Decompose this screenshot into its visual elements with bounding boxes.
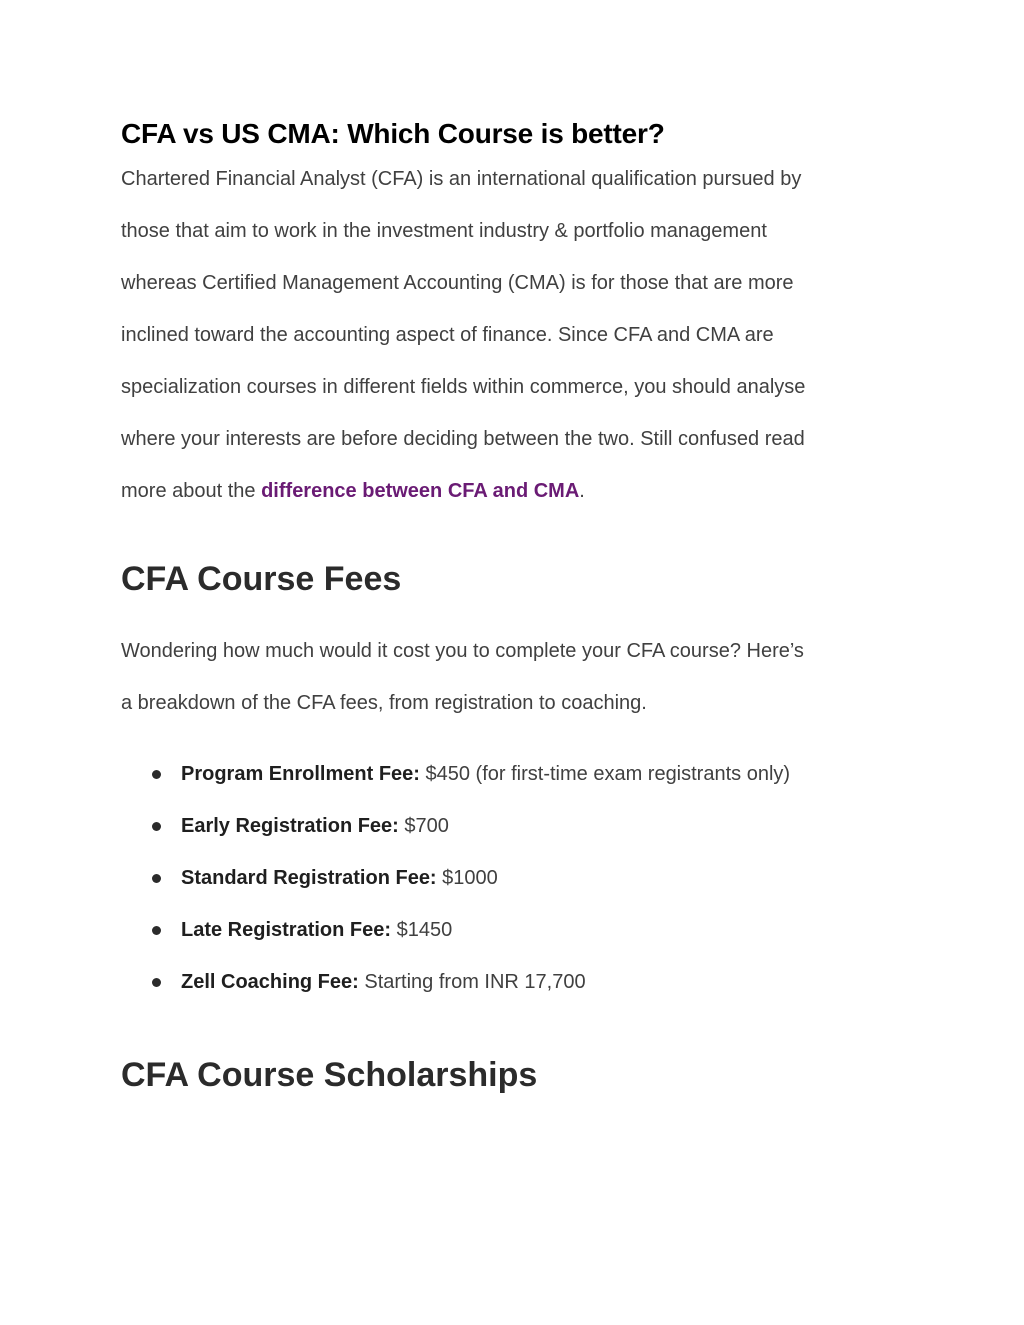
bullet-icon xyxy=(152,978,161,987)
fee-label: Early Registration Fee: xyxy=(181,815,399,837)
bullet-icon xyxy=(152,926,161,935)
paragraph-line: Wondering how much would it cost you to complete your CFA course? Here’s xyxy=(121,640,804,662)
paragraph-line-last xyxy=(121,465,911,517)
list-item xyxy=(121,748,911,800)
intro-paragraph xyxy=(121,153,911,517)
difference-cfa-cma-link[interactable]: difference between CFA and CMA xyxy=(261,480,580,502)
fee-label: Program Enrollment Fee: xyxy=(181,763,420,785)
fee-value: $700 xyxy=(398,815,449,837)
list-item xyxy=(121,800,911,852)
fee-value: $450 (for first-time exam registrants only) xyxy=(419,763,791,785)
paragraph-line: those that aim to work in the investment industry & portfolio management xyxy=(121,220,767,242)
fee-value: Starting from INR 17,700 xyxy=(358,971,586,993)
list-item xyxy=(121,904,911,956)
paragraph-line: a breakdown of the CFA fees, from registration to coaching. xyxy=(121,692,647,714)
paragraph-line: Chartered Financial Analyst (CFA) is an international qualification pursued by xyxy=(121,168,802,190)
fee-value: $1450 xyxy=(391,919,453,941)
scholarships-heading: CFA Course Scholarships xyxy=(121,1056,538,1094)
list-item xyxy=(121,956,911,1008)
bullet-icon xyxy=(152,874,161,883)
paragraph-line: whereas Certified Management Accounting (CMA) is for those that are more xyxy=(121,272,794,294)
fee-value: $1000 xyxy=(436,867,498,889)
paragraph-text: . xyxy=(579,480,585,502)
fee-list xyxy=(121,748,911,1008)
bullet-icon xyxy=(152,822,161,831)
bullet-icon xyxy=(152,770,161,779)
fee-label: Standard Registration Fee: xyxy=(181,867,437,889)
paragraph-line: where your interests are before deciding between the two. Still confused read xyxy=(121,428,805,450)
section-title-cfa-vs-cma: CFA vs US CMA: Which Course is better? xyxy=(121,118,665,149)
paragraph-line: specialization courses in different fields within commerce, you should analyse xyxy=(121,376,806,398)
fee-label: Zell Coaching Fee: xyxy=(181,971,359,993)
fee-label: Late Registration Fee: xyxy=(181,919,392,941)
list-item xyxy=(121,852,911,904)
paragraph-line: inclined toward the accounting aspect of finance. Since CFA and CMA are xyxy=(121,324,774,346)
paragraph-text: more about the xyxy=(121,480,262,502)
fees-intro-paragraph xyxy=(121,625,911,729)
fees-heading: CFA Course Fees xyxy=(121,560,402,598)
